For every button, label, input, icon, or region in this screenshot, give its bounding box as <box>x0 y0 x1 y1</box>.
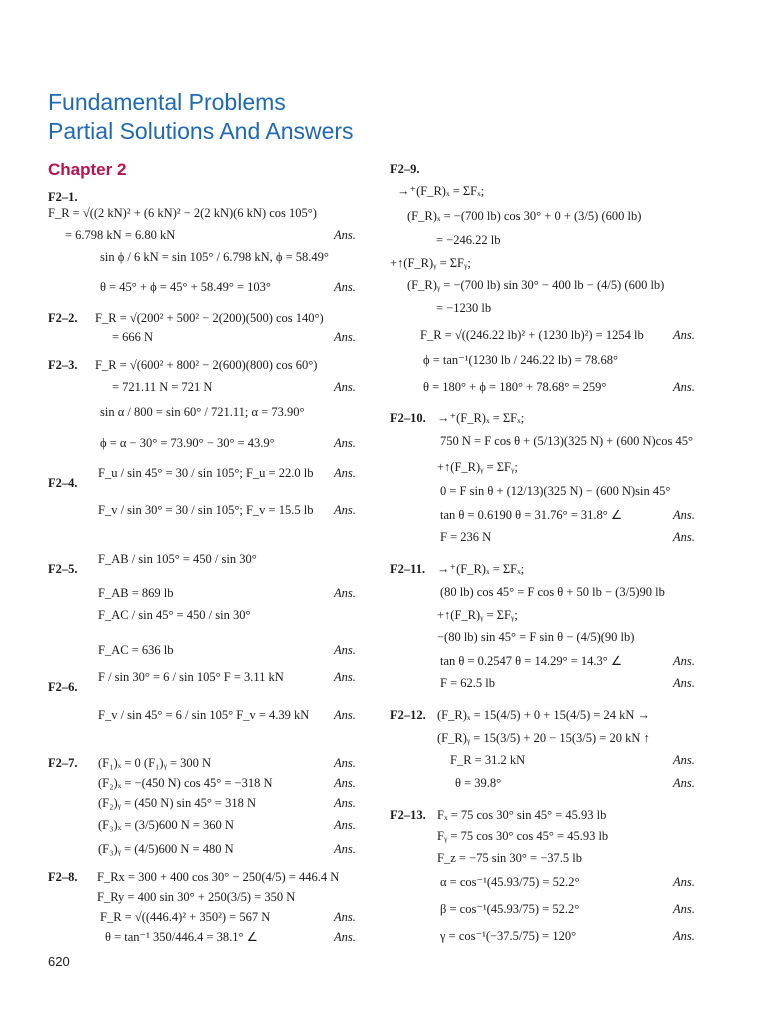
equation-line: (F₂)ₓ = −(450 N) cos 45° = −318 N <box>98 776 273 790</box>
answer-marker: Ans. <box>334 842 356 856</box>
answer-marker: Ans. <box>334 818 356 832</box>
problem-label: F2–10. <box>390 411 426 425</box>
answer-marker: Ans. <box>673 530 695 544</box>
answer-marker: Ans. <box>673 508 695 522</box>
equation-line: →⁺(F_R)ₓ = ΣFₓ; <box>437 411 525 425</box>
equation-line: Fᵧ = 75 cos 30° cos 45° = 45.93 lb <box>437 829 609 843</box>
equation-line: = 6.798 kN = 6.80 kN <box>65 228 176 242</box>
equation-line: tan θ = 0.6190 θ = 31.76° = 31.8° ∠ <box>440 508 623 522</box>
equation-line: (F_R)ₓ = −(700 lb) cos 30° + 0 + (3/5) (600 lb) <box>407 209 642 223</box>
equation-line: ϕ = tan⁻¹(1230 lb / 246.22 lb) = 78.68° <box>423 353 619 367</box>
equation-line: θ = 45° + ϕ = 45° + 58.49° = 103° <box>100 280 271 294</box>
equation-line: α = cos⁻¹(45.93/75) = 52.2° <box>440 875 580 889</box>
equation-line: sin ϕ / 6 kN = sin 105° / 6.798 kN, ϕ = 58.49° <box>100 250 329 264</box>
equation-line: F_R = 31.2 kN <box>450 753 526 767</box>
equation-line: F = 236 N <box>440 530 492 544</box>
problem-label: F2–3. <box>48 358 78 372</box>
equation-line: F = 62.5 lb <box>440 676 495 690</box>
equation-line: ϕ = α − 30° = 73.90° − 30° = 43.9° <box>100 436 275 450</box>
equation-line: (F_R)ₓ = 15(4/5) + 0 + 15(4/5) = 24 kN → <box>437 708 651 722</box>
title-line-2: Partial Solutions And Answers <box>48 118 354 144</box>
equation-line: (F₂)ᵧ = (450 N) sin 45° = 318 N <box>98 796 257 810</box>
answer-marker: Ans. <box>673 328 695 342</box>
answer-marker: Ans. <box>334 280 356 294</box>
answer-marker: Ans. <box>334 586 356 600</box>
equation-line: F_v / sin 30° = 30 / sin 105°; F_v = 15.5 lb <box>98 503 314 517</box>
answer-marker: Ans. <box>673 902 695 916</box>
answer-marker: Ans. <box>334 330 356 344</box>
answer-marker: Ans. <box>673 676 695 690</box>
equation-line: θ = 39.8° <box>455 776 502 790</box>
equation-line: F_Rx = 300 + 400 cos 30° − 250(4/5) = 446.4 N <box>97 870 340 884</box>
equation-line: = 721.11 N = 721 N <box>112 380 213 394</box>
answer-marker: Ans. <box>673 875 695 889</box>
equation-line: (F_R)ᵧ = 15(3/5) + 20 − 15(3/5) = 20 kN ↑ <box>437 731 650 745</box>
equation-line: F_v / sin 45° = 6 / sin 105° F_v = 4.39 kN <box>98 708 310 722</box>
equation-line: = 666 N <box>112 330 154 344</box>
equation-line: F_R = √((2 kN)² + (6 kN)² − 2(2 kN)(6 kN) cos 105°) <box>48 206 317 220</box>
equation-line: F / sin 30° = 6 / sin 105° F = 3.11 kN <box>98 670 284 684</box>
equation-line: →⁺(F_R)ₓ = ΣFₓ; <box>397 184 485 198</box>
equation-line: +↑(F_R)ᵧ = ΣFᵧ; <box>390 256 471 270</box>
equation-line: F_R = √(600² + 800² − 2(600)(800) cos 60°) <box>95 358 318 372</box>
answer-marker: Ans. <box>334 670 356 684</box>
answer-marker: Ans. <box>334 466 356 480</box>
equation-line: (F_R)ᵧ = −(700 lb) sin 30° − 400 lb − (4/5) (600 lb) <box>407 278 665 292</box>
answer-marker: Ans. <box>334 643 356 657</box>
equation-line: +↑(F_R)ᵧ = ΣFᵧ; <box>437 460 518 474</box>
problem-label: F2–2. <box>48 311 78 325</box>
equation-line: F_AB = 869 lb <box>98 586 174 600</box>
problem-label: F2–11. <box>390 562 426 576</box>
equation-line: γ = cos⁻¹(−37.5/75) = 120° <box>440 929 577 943</box>
equation-line: Fₓ = 75 cos 30° sin 45° = 45.93 lb <box>437 808 607 822</box>
answer-marker: Ans. <box>673 654 695 668</box>
answer-marker: Ans. <box>334 910 356 924</box>
equation-line: 0 = F sin θ + (12/13)(325 N) − (600 N)sin 45° <box>440 484 671 498</box>
answer-marker: Ans. <box>673 776 695 790</box>
problem-label: F2–1. <box>48 190 78 204</box>
problem-label: F2–8. <box>48 870 78 884</box>
equation-line: F_R = √((446.4)² + 350²) = 567 N <box>100 910 271 924</box>
equation-line: F_Ry = 400 sin 30° + 250(3/5) = 350 N <box>97 890 296 904</box>
answer-marker: Ans. <box>334 436 356 450</box>
equation-line: F_R = √((246.22 lb)² + (1230 lb)²) = 1254 lb <box>420 328 644 342</box>
problem-label: F2–6. <box>48 680 78 694</box>
problem-label: F2–7. <box>48 756 78 770</box>
problem-label: F2–4. <box>48 476 78 490</box>
equation-line: (F₃)ₓ = (3/5)600 N = 360 N <box>98 818 234 832</box>
answer-marker: Ans. <box>334 228 356 242</box>
equation-line: −(80 lb) sin 45° = F sin θ − (4/5)(90 lb) <box>437 630 635 644</box>
problem-label: F2–12. <box>390 708 426 722</box>
page-title <box>48 88 354 146</box>
equation-line: F_R = √(200² + 500² − 2(200)(500) cos 140°) <box>95 311 324 325</box>
answer-marker: Ans. <box>334 756 356 770</box>
equation-line: sin α / 800 = sin 60° / 721.11; α = 73.90° <box>100 405 305 419</box>
equation-line: (F₁)ₓ = 0 (F₁)ᵧ = 300 N <box>98 756 212 770</box>
equation-line: 750 N = F cos θ + (5/13)(325 N) + (600 N)cos 45° <box>440 434 693 448</box>
problem-label: F2–9. <box>390 162 420 176</box>
equation-line: tan θ = 0.2547 θ = 14.29° = 14.3° ∠ <box>440 654 623 668</box>
equation-line: (F₃)ᵧ = (4/5)600 N = 480 N <box>98 842 234 856</box>
equation-line: F_AC / sin 45° = 450 / sin 30° <box>98 608 251 622</box>
answer-marker: Ans. <box>673 929 695 943</box>
answer-marker: Ans. <box>673 753 695 767</box>
problem-label: F2–5. <box>48 562 78 576</box>
answer-marker: Ans. <box>334 380 356 394</box>
answer-marker: Ans. <box>334 930 356 944</box>
equation-line: F_AC = 636 lb <box>98 643 174 657</box>
equation-line: F_AB / sin 105° = 450 / sin 30° <box>98 552 257 566</box>
page-number: 620 <box>48 954 70 969</box>
equation-line: →⁺(F_R)ₓ = ΣFₓ; <box>437 562 525 576</box>
answer-marker: Ans. <box>334 796 356 810</box>
problem-label: F2–13. <box>390 808 426 822</box>
equation-line: β = cos⁻¹(45.93/75) = 52.2° <box>440 902 580 916</box>
equation-line: = −246.22 lb <box>436 233 501 247</box>
answer-marker: Ans. <box>673 380 695 394</box>
equation-line: = −1230 lb <box>436 301 492 315</box>
equation-line: F_z = −75 sin 30° = −37.5 lb <box>437 851 583 865</box>
answer-marker: Ans. <box>334 708 356 722</box>
chapter-heading: Chapter 2 <box>48 160 127 179</box>
title-line-1: Fundamental Problems <box>48 89 286 115</box>
equation-line: +↑(F_R)ᵧ = ΣFᵧ; <box>437 608 518 622</box>
equation-line: θ = 180° + ϕ = 180° + 78.68° = 259° <box>423 380 607 394</box>
answer-marker: Ans. <box>334 503 356 517</box>
equation-line: F_u / sin 45° = 30 / sin 105°; F_u = 22.0 lb <box>98 466 314 480</box>
equation-line: (80 lb) cos 45° = F cos θ + 50 lb − (3/5)90 lb <box>440 585 665 599</box>
answer-marker: Ans. <box>334 776 356 790</box>
equation-line: θ = tan⁻¹ 350/446.4 = 38.1° ∠ <box>105 930 258 944</box>
